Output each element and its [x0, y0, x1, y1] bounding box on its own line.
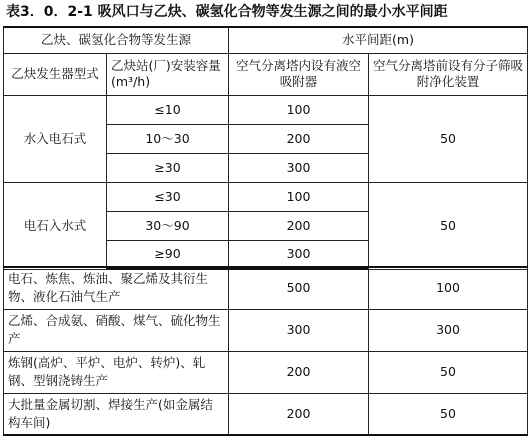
header-station-capacity: 乙炔站(厂)安装容量(m³/h)	[107, 53, 229, 95]
generator-type-cell: 水入电石式	[4, 95, 107, 182]
capacity-cell: ≤30	[107, 182, 229, 211]
front-distance-cell: 50	[369, 182, 528, 269]
inner-distance-cell: 100	[229, 95, 369, 124]
inner-distance-cell: 200	[229, 211, 369, 240]
capacity-cell: ≤10	[107, 95, 229, 124]
inner-distance-cell: 100	[229, 182, 369, 211]
inner-distance-cell: 200	[229, 393, 369, 435]
generator-type-cell: 电石入水式	[4, 182, 107, 269]
capacity-cell: 10～30	[107, 124, 229, 153]
inner-distance-cell: 200	[229, 351, 369, 393]
front-distance-cell: 50	[369, 393, 528, 435]
header-distance-group: 水平间距(m)	[229, 27, 528, 53]
header-source-group: 乙炔、碳氢化合物等发生源	[4, 27, 229, 53]
capacity-cell: ≥90	[107, 240, 229, 269]
source-distance-table	[3, 266, 528, 436]
inner-distance-cell: 500	[229, 267, 369, 309]
front-distance-cell: 50	[369, 351, 528, 393]
capacity-cell: 30～90	[107, 211, 229, 240]
table-title: 表3．0．2-1 吸风口与乙炔、碳氢化合物等发生源之间的最小水平间距	[6, 4, 448, 20]
header-generator-type: 乙炔发生器型式	[4, 53, 107, 95]
inner-distance-cell: 300	[229, 309, 369, 351]
capacity-cell: ≥30	[107, 153, 229, 182]
front-distance-cell: 100	[369, 267, 528, 309]
front-distance-cell: 50	[369, 95, 528, 182]
source-name-cell: 大批量金属切割、焊接生产(如金属结构车间)	[4, 393, 229, 435]
source-name-cell: 炼钢(高炉、平炉、电炉、转炉)、轧钢、型钢浇铸生产	[4, 351, 229, 393]
header-col-inner: 空气分离塔内设有液空吸附器	[229, 53, 369, 95]
header-col-front: 空气分离塔前设有分子筛吸附净化装置	[369, 53, 528, 95]
source-name-cell: 乙烯、合成氨、硝酸、煤气、硫化物生产	[4, 309, 229, 351]
inner-distance-cell: 200	[229, 124, 369, 153]
inner-distance-cell: 300	[229, 153, 369, 182]
source-name-cell: 电石、炼焦、炼油、聚乙烯及其衍生物、液化石油气生产	[4, 267, 229, 309]
front-distance-cell: 300	[369, 309, 528, 351]
generator-distance-table	[3, 26, 528, 270]
inner-distance-cell: 300	[229, 240, 369, 269]
